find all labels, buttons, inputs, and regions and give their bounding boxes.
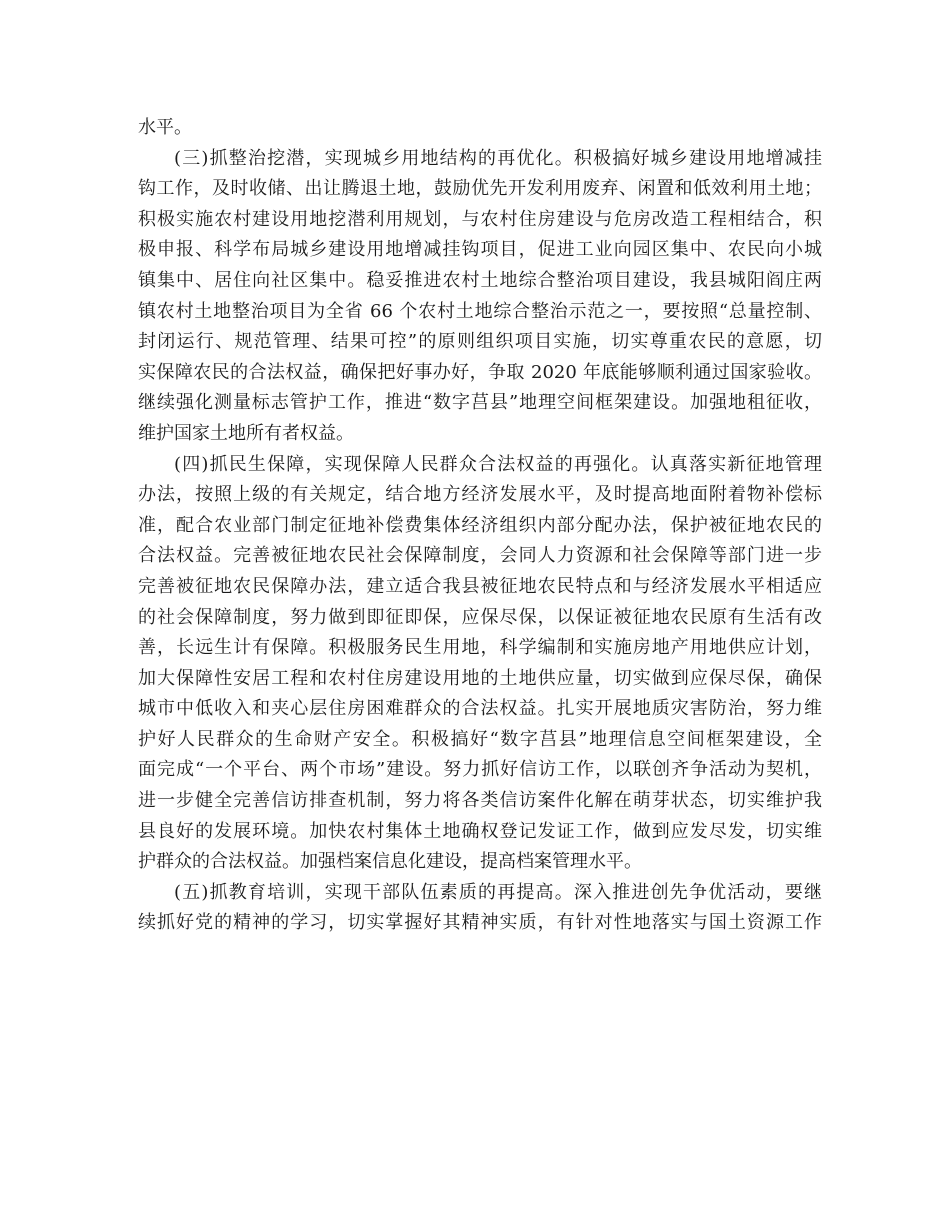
text-line: 续抓好党的精神的学习，切实掌握好其精神实质，有针对性地落实与国土资源工作 [138,912,822,934]
text-line: 完善被征地农民保障办法，建立适合我县被征地农民特点和与经济发展水平相适应 [138,575,822,597]
text-line: (三)抓整治挖潜，实现城乡用地结构的再优化。积极搞好城乡建设用地增减挂 [174,147,822,169]
text-line: 实保障农民的合法权益，确保把好事办好，争取 2020 年底能够顺利通过国家验收。 [138,361,822,383]
text-line: 护好人民群众的生命财产安全。积极搞好“数字莒县”地理信息空间框架建设，全 [138,728,822,750]
text-line: 加大保障性安居工程和农村住房建设用地的土地供应量，切实做到应保尽保，确保 [138,667,822,689]
text-line: 办法，按照上级的有关规定，结合地方经济发展水平，及时提高地面附着物补偿标 [138,484,822,506]
text-line: 善，长远生计有保障。积极服务民生用地，科学编制和实施房地产用地供应计划， [138,637,822,659]
text-line: 准，配合农业部门制定征地补偿费集体经济组织内部分配办法，保护被征地农民的 [138,514,822,536]
text-line: 县良好的发展环境。加快农村集体土地确权登记发证工作，做到应发尽发，切实维 [138,820,822,842]
document-body [138,113,822,939]
text-line: 镇农村土地整治项目为全省 66 个农村土地综合整治示范之一，要按照“总量控制、 [138,300,822,322]
text-line: 城市中低收入和夹心层住房困难群众的合法权益。扎实开展地质灾害防治，努力维 [138,698,822,720]
text-line: (四)抓民生保障，实现保障人民群众合法权益的再强化。认真落实新征地管理 [174,453,822,475]
text-line: 进一步健全完善信访排查机制，努力将各类信访案件化解在萌芽状态，切实维护我 [138,790,822,812]
text-line: 护群众的合法权益。加强档案信息化建设，提高档案管理水平。 [138,851,642,873]
text-line: (五)抓教育培训，实现干部队伍素质的再提高。深入推进创先争优活动，要继 [174,881,822,903]
text-line: 水平。 [138,117,192,138]
text-line: 封闭运行、规范管理、结果可控”的原则组织项目实施，切实尊重农民的意愿，切 [138,331,822,353]
text-line: 积极实施农村建设用地挖潜利用规划，与农村住房建设与危房改造工程相结合，积 [138,208,822,230]
text-line: 的社会保障制度，努力做到即征即保，应保尽保，以保证被征地农民原有生活有改 [138,606,822,628]
text-line: 镇集中、居住向社区集中。稳妥推进农村土地综合整治项目建设，我县城阳阎庄两 [138,269,822,291]
text-line: 面完成“一个平台、两个市场”建设。努力抓好信访工作，以联创齐争活动为契机， [138,759,822,781]
text-line: 维护国家土地所有者权益。 [138,422,354,444]
text-line: 继续强化测量标志管护工作，推进“数字莒县”地理空间框架建设。加强地租征收， [138,392,822,414]
text-line: 钩工作，及时收储、出让腾退土地，鼓励优先开发利用废弃、闲置和低效利用土地； [138,178,822,200]
text-line: 合法权益。完善被征地农民社会保障制度，会同人力资源和社会保障等部门进一步 [138,545,822,567]
text-line: 极申报、科学布局城乡建设用地增减挂钩项目，促进工业向园区集中、农民向小城 [138,239,822,261]
